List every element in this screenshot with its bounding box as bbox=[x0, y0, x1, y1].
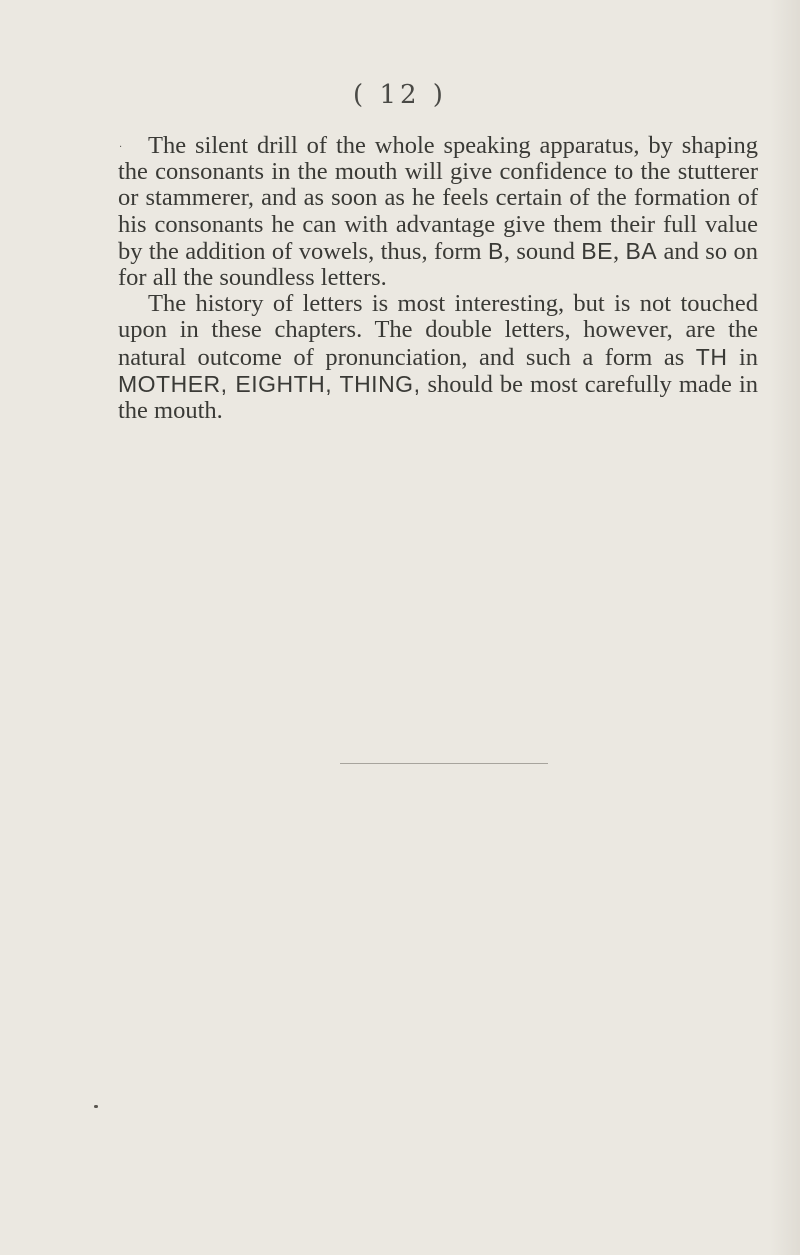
p2-caps-1: TH bbox=[695, 343, 728, 370]
p1-text-1: The silent drill of the whole speaking apparatus, by shaping the consonants in the mouth will give confidence to the stutterer or stammerer, and as soon as he feels certain of the formation of his consonants he can with advantage give them their full value by the addition of vowels, thus, form bbox=[118, 132, 758, 265]
p1-caps-2: BE bbox=[581, 237, 613, 264]
paragraph-2 bbox=[118, 291, 758, 424]
p1-text-4: and so on for all the soundless letters. bbox=[118, 237, 758, 292]
paper-speck bbox=[94, 1105, 98, 1108]
p1-caps-1: B bbox=[487, 237, 504, 264]
page-number: ( 12 ) bbox=[353, 80, 447, 110]
margin-mark: · bbox=[119, 142, 123, 153]
p1-text-2: , sound bbox=[503, 237, 582, 265]
p2-text-1: The history of letters is most interesting, but is not touched upon in these chapters. The double letters, however, are the natural outcome of pronunciation, and such a form as bbox=[118, 290, 758, 371]
p1-caps-3: BA bbox=[625, 237, 658, 264]
section-rule bbox=[340, 763, 548, 764]
p2-text-2: in bbox=[727, 343, 759, 371]
body-text bbox=[118, 133, 758, 424]
p2-text-3: should be most carefully made in the mouth. bbox=[118, 370, 758, 425]
p1-text-3: , bbox=[612, 237, 626, 265]
p2-caps-2: MOTHER, EIGHTH, THING, bbox=[118, 370, 421, 397]
paragraph-1 bbox=[118, 133, 758, 291]
